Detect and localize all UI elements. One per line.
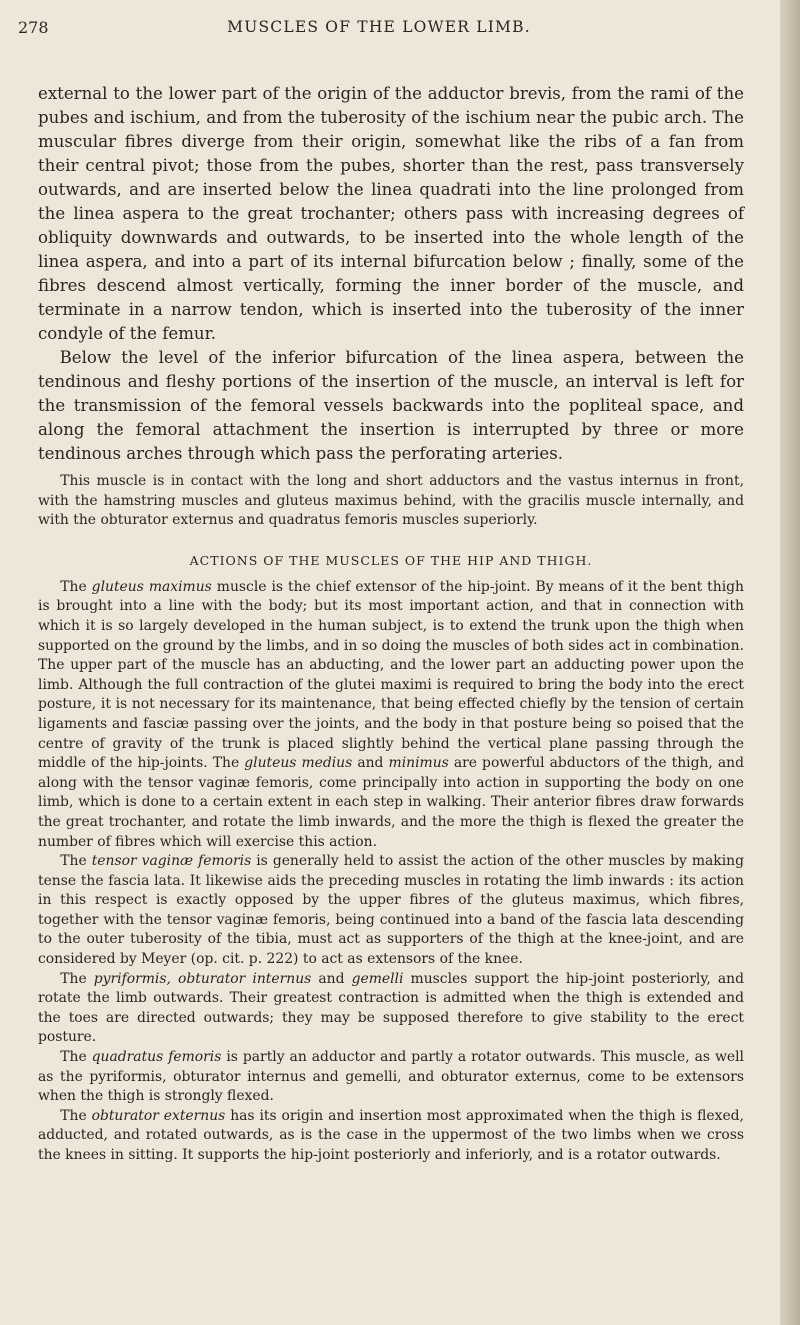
term-obturator-externus: obturator externus [91,1107,226,1124]
page-content [38,82,744,1166]
running-head: MUSCLES OF THE LOWER LIMB. [227,18,531,36]
term-pyriformis-obturator-internus: pyriformis, obturator internus [93,970,312,987]
paragraph-origin-fibres: external to the lower part of the origin of the adductor brevis, from the rami of the pubes and ischium, and from the tuberosity of the ischium near the pubic arch. The muscular fibres diverge from their origin, somewhat like the ribs of a fan from their central pivot; those from the pubes, shorter than the rest, pass transversely outwards, and are inserted below the linea quadrati into the line prolonged from the linea aspera to the great trochanter; others pass with increasing degrees of obliquity downwards and outwards, to be inserted into the whole length of the linea aspera, and into a part of its internal bifurcation below ; finally, some of the fibres descend almost vertically, forming the inner border of the muscle, and terminate in a narrow tendon, which is inserted into the tuberosity of the inner condyle of the femur. [38,84,744,343]
term-gluteus-maximus: gluteus maximus [91,578,212,595]
page-header [18,14,740,42]
term-quadratus-femoris: quadratus femoris [91,1049,222,1066]
term-gemelli: gemelli [351,970,404,987]
paragraph-tensor-vaginae-femoris: The tensor vaginæ femoris is generally held to assist the action of the other muscles by making tense the fascia lata. It likewise aids the preceding muscles in rotating the limb inwards : its action in this respect is exactly opposed by the upper fibres of the gluteus maximus, which fibres, together with the tensor vaginæ femoris, being continued into a band of the fascia lata descending to the outer tuberosity of the tibia, must act as supporters of the thigh at the knee-joint, and are considered by Meyer (op. cit. p. 222) to act as extensors of the knee. [38,853,744,968]
paragraph-quadratus-femoris: The quadratus femoris is partly an adductor and partly a rotator outwards. This muscle, as well as the pyriformis, obturator internus and gemelli, and obturator externus, come to be extensors when the thigh is strongly flexed. [38,1049,744,1105]
relations-block [38,472,744,531]
term-minimus: minimus [388,755,449,772]
term-gluteus-medius: gluteus medius [244,755,353,772]
paragraph-relations: This muscle is in contact with the long and short adductors and the vastus internus in front, with the hamstring muscles and gluteus maximus behind, with the gracilis muscle internally, and with the obturator externus and quadratus femoris muscles superiorly. [38,473,744,529]
page-number: 278 [18,18,49,37]
term-tensor-vaginae-femoris: tensor vaginæ femoris [91,853,252,870]
section-heading: ACTIONS OF THE MUSCLES OF THE HIP AND THIGH. [189,552,593,568]
actions-section [38,578,744,1166]
paragraph-pyriformis: The pyriformis, obturator internus and gemelli muscles support the hip-joint posteriorly, and rotate the limb outwards. Their greatest contraction is admitted when the thigh is extended and the toes are directed outwards; they may be supposed therefore to give stability to the erect posture. [38,970,744,1046]
paragraph-gluteus-maximus: The gluteus maximus muscle is the chief extensor of the hip-joint. By means of it the bent thigh is brought into a line with the body; but its most important action, and that in connection with which it is so largely developed in the human subject, is to extend the trunk upon the thigh when supported on the ground by the limbs, and in so doing the muscles of both sides act in combination. The upper part of the muscle has an abducting, and the lower part an adducting power upon the limb. Although the full contraction of the glutei maximi is required to bring the body into the erect posture, it is not necessary for its maintenance, that being effected chiefly by the tension of certain ligaments and fasciæ passing over the joints, and the body in that posture being so poised that the centre of gravity of the trunk is placed slightly behind the vertical plane passing through the middle of the hip-joints. The gluteus medius and minimus are powerful abductors of the thigh, and along with the tensor vaginæ femoris, come principally into action in supporting the body on one limb, which is done to a certain extent in each step in walking. Their anterior fibres draw forwards the great trochanter, and rotate the limb inwards, and the more the thigh is flexed the greater the number of fibres which will exercise this action. [38,578,745,850]
paragraph-femoral-interval: Below the level of the inferior bifurcation of the linea aspera, between the tendinous and fleshy portions of the insertion of the muscle, an interval is left for the transmission of the femoral vessels backwards into the popliteal space, and along the femoral attachment the insertion is interrupted by three or more tendinous arches through which pass the perforating arteries. [38,348,744,463]
paragraph-obturator-externus: The obturator externus has its origin and insertion most approximated when the thigh is flexed, adducted, and rotated outwards, as is the case in the uppermost of the two limbs when we cross the knees in sitting. It supports the hip-joint posteriorly and inferiorly, and is a rotator outwards. [38,1107,744,1163]
adductor-magnus-description [38,82,744,466]
page-edge [780,0,800,1325]
